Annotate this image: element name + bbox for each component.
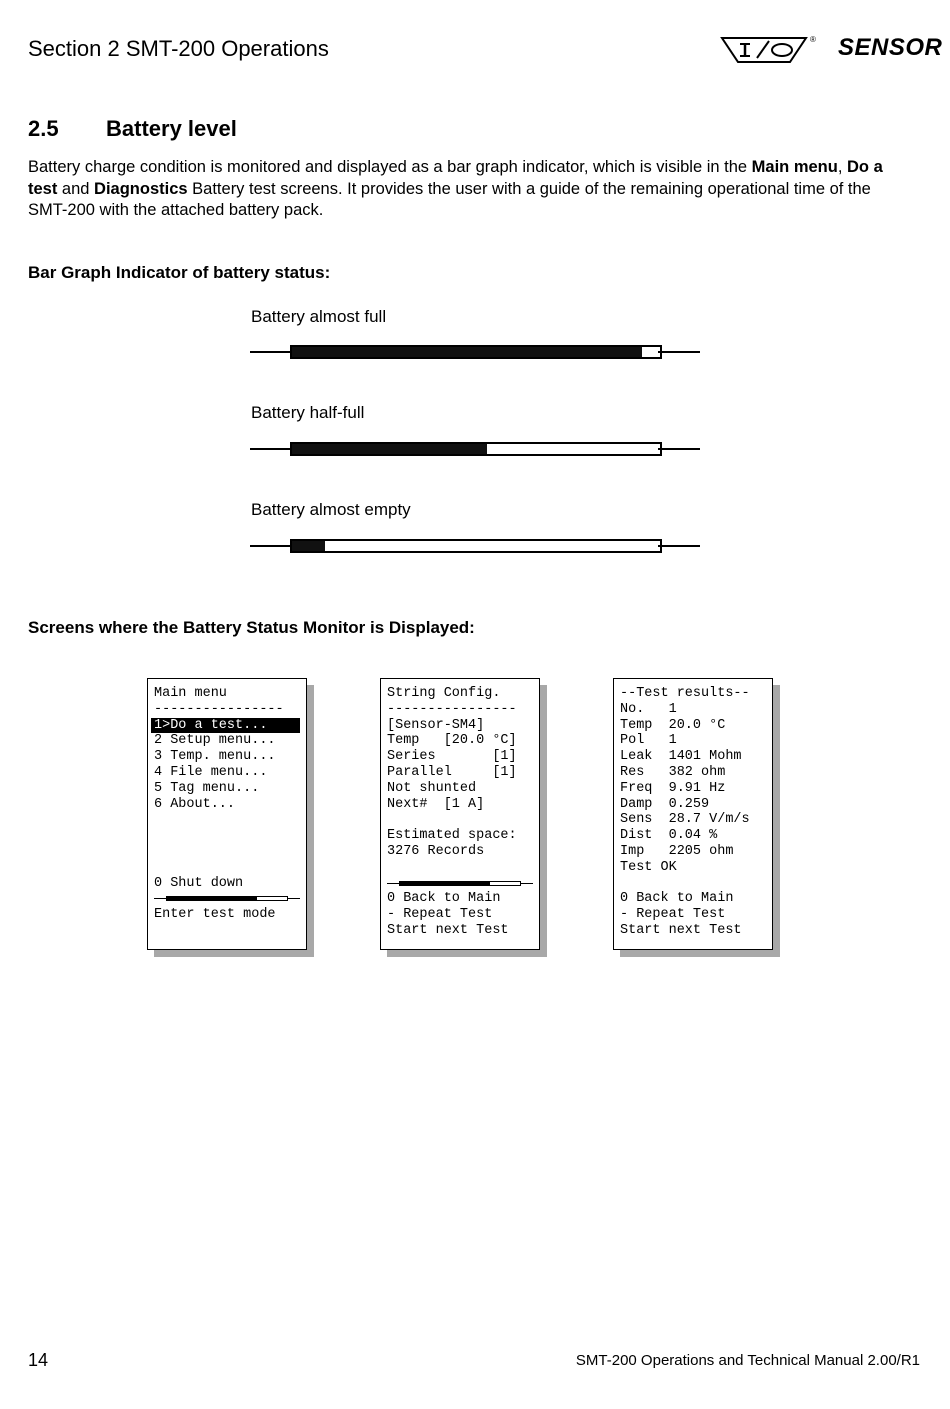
screen-line: Start next Test bbox=[620, 922, 742, 938]
screen-line: Freq 9.91 Hz bbox=[620, 780, 726, 796]
string-config-screen bbox=[380, 678, 540, 950]
screen-line bbox=[154, 828, 300, 844]
screen-line: Parallel [1] bbox=[387, 764, 517, 780]
battery-half-label: Battery half-full bbox=[251, 403, 365, 422]
screen-line: Damp 0.259 bbox=[620, 796, 710, 812]
screen-line: Enter test mode bbox=[154, 907, 276, 923]
screen-line: Imp 2205 ohm bbox=[620, 843, 734, 859]
test-results-screen bbox=[613, 678, 773, 950]
section-number: 2.5 bbox=[28, 116, 59, 141]
screen-line: 3276 Records bbox=[387, 843, 485, 859]
intro-bold-diagnostics: Diagnostics bbox=[94, 179, 188, 198]
screen-line: Res 382 ohm bbox=[620, 764, 726, 780]
mini-battery-indicator bbox=[154, 891, 300, 907]
screen-line bbox=[620, 876, 750, 892]
screen-line: Test OK bbox=[620, 859, 677, 875]
battery-full-indicator bbox=[250, 345, 700, 359]
screen-line: 4 File menu... bbox=[154, 764, 268, 780]
page-number: 14 bbox=[28, 1350, 49, 1370]
screen-line: ---------------- bbox=[154, 701, 284, 717]
section-title: Battery level bbox=[106, 116, 237, 141]
screen-line bbox=[387, 812, 517, 828]
brand-name: SENSOR bbox=[838, 34, 943, 61]
intro-bold-do-a-test: Do a test bbox=[28, 158, 883, 198]
screen-line: 2 Setup menu... bbox=[154, 733, 276, 749]
screen-line: 0 Back to Main bbox=[620, 891, 734, 907]
screen-line: 1>Do a test... bbox=[151, 718, 300, 734]
screen-line: 6 About... bbox=[154, 796, 236, 812]
screen-line: Next# [1 A] bbox=[387, 796, 485, 812]
screen-line: [Sensor-SM4] bbox=[387, 717, 485, 733]
screen-line: Not shunted bbox=[387, 780, 477, 796]
intro-text: Battery charge condition is monitored and displayed as a bar graph indicator, which is visible in the bbox=[28, 158, 752, 176]
screen-line: 5 Tag menu... bbox=[154, 780, 260, 796]
screen-lines bbox=[154, 686, 300, 923]
screen-line: Sens 28.7 V/m/s bbox=[620, 812, 750, 828]
screen-line: Pol 1 bbox=[620, 733, 677, 749]
manual-title: SMT-200 Operations and Technical Manual 2.00/R1 bbox=[575, 1352, 920, 1369]
screens-heading: Screens where the Battery Status Monitor is Displayed: bbox=[28, 618, 475, 637]
screen-line: ---------------- bbox=[387, 701, 517, 717]
main-menu-screen bbox=[147, 678, 307, 950]
battery-fill bbox=[292, 347, 642, 357]
intro-text: Battery test screens. It provides the user with a guide of the remaining operational time of the SMT-200 with the attached battery pack. bbox=[28, 179, 871, 219]
page-header-title: Section 2 SMT-200 Operations bbox=[28, 36, 329, 61]
screen-line: Temp [20.0 °C] bbox=[387, 733, 517, 749]
battery-empty-label: Battery almost empty bbox=[251, 500, 411, 519]
screen-line: Series [1] bbox=[387, 749, 517, 765]
screen-line: Dist 0.04 % bbox=[620, 828, 718, 844]
screen-line: --Test results-- bbox=[620, 686, 750, 701]
screen-line: No. 1 bbox=[620, 701, 677, 717]
screen-line bbox=[154, 812, 300, 828]
screen-line bbox=[154, 860, 300, 876]
intro-text: , bbox=[837, 158, 848, 176]
mini-battery-indicator bbox=[387, 876, 517, 892]
screen-line: - Repeat Test bbox=[387, 907, 493, 923]
battery-half-indicator bbox=[250, 442, 700, 456]
screen-line: 0 Shut down bbox=[154, 875, 244, 891]
battery-full-label: Battery almost full bbox=[251, 307, 387, 326]
screen-line: Leak 1401 Mohm bbox=[620, 749, 742, 765]
intro-text: and bbox=[57, 179, 95, 198]
battery-fill bbox=[292, 444, 487, 454]
io-logo-icon bbox=[720, 30, 820, 70]
registered-mark: ® bbox=[810, 35, 816, 44]
screen-line bbox=[387, 860, 517, 876]
screen-line: Start next Test bbox=[387, 922, 509, 938]
screen-line: Main menu bbox=[154, 686, 227, 701]
intro-paragraph bbox=[28, 157, 908, 222]
screen-line: Temp 20.0 °C bbox=[620, 717, 726, 733]
mini-battery-fill bbox=[400, 882, 490, 885]
screen-line bbox=[154, 844, 300, 860]
screen-line: String Config. bbox=[387, 686, 501, 701]
battery-empty-indicator bbox=[250, 539, 700, 553]
screen-line: - Repeat Test bbox=[620, 907, 726, 923]
mini-battery-fill bbox=[167, 897, 257, 900]
bar-graph-heading: Bar Graph Indicator of battery status: bbox=[28, 263, 331, 282]
screen-line: Estimated space: bbox=[387, 828, 517, 844]
screen-lines bbox=[387, 686, 517, 939]
intro-bold-main-menu: Main menu bbox=[751, 158, 838, 176]
screen-line: 3 Temp. menu... bbox=[154, 749, 276, 765]
screen-lines bbox=[620, 686, 750, 939]
screen-line: 0 Back to Main bbox=[387, 891, 501, 907]
battery-fill bbox=[292, 541, 325, 551]
